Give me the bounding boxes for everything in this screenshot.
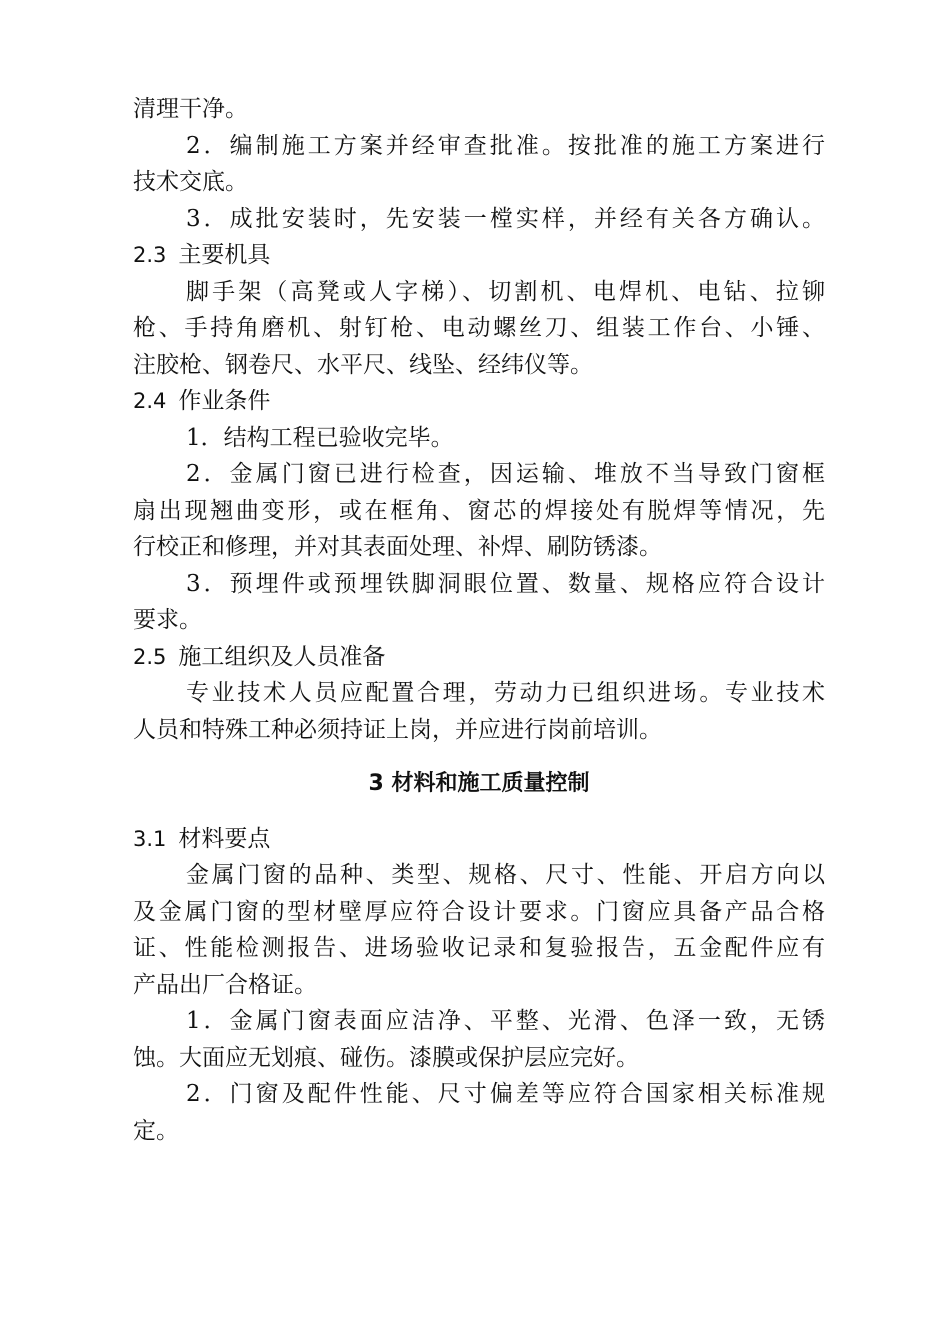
text-line: 蚀。大面应无划痕、碰伤。漆膜或保护层应完好。 (133, 1044, 639, 1071)
section-title-3: 3 材料和施工质量控制 (368, 771, 590, 796)
text-line: 枪、手持角磨机、射钉枪、电动螺丝刀、组装工作台、小锤、 (133, 315, 825, 341)
text-line: 专业技术人员应配置合理，劳动力已组织进场。专业技术 (186, 680, 825, 706)
subsection-heading-2-3 (133, 237, 825, 274)
text-line: 证、性能检测报告、进场验收记录和复验报告，五金配件应有 (133, 935, 825, 961)
text-line: 及金属门窗的型材壁厚应符合设计要求。门窗应具备产品合格 (133, 898, 825, 925)
document-page (133, 91, 825, 1149)
heading-number: 3.1 (133, 826, 167, 851)
text-line: 1．结构工程已验收完毕。 (186, 424, 454, 451)
text-line: 3．预埋件或预埋铁脚洞眼位置、数量、规格应符合设计 (186, 570, 825, 597)
text-line: 清理干净。 (133, 96, 248, 122)
text-line: 2．金属门窗已进行检查，因运输、堆放不当导致门窗框 (186, 461, 825, 487)
heading-number: 2.5 (133, 644, 167, 669)
text-line: 3．成批安装时，先安装一樘实样，并经有关各方确认。 (186, 205, 825, 232)
text-line: 人员和特殊工种必须持证上岗，并应进行岗前培训。 (133, 716, 662, 743)
text-line: 行校正和修理，并对其表面处理、补焊、刷防锈漆。 (133, 534, 662, 560)
text-line: 脚手架（高凳或人字梯）、切割机、电焊机、电钻、拉铆 (186, 278, 825, 305)
heading-number: 2.3 (133, 243, 167, 267)
subsection-heading-2-5 (133, 639, 825, 676)
text-line: 金属门窗的品种、类型、规格、尺寸、性能、开启方向以 (186, 862, 825, 888)
text-line: 扇出现翘曲变形，或在框角、窗芯的焊接处有脱焊等情况，先 (133, 497, 825, 524)
text-line: 2．编制施工方案并经审查批准。按批准的施工方案进行 (186, 132, 825, 159)
heading-text: 施工组织及人员准备 (178, 643, 386, 670)
text-line: 注胶枪、钢卷尺、水平尺、线坠、经纬仪等。 (133, 351, 593, 378)
subsection-heading-3-1 (133, 821, 825, 858)
text-line: 产品出厂合格证。 (133, 971, 317, 998)
heading-number: 2.4 (133, 389, 167, 413)
text-line: 定。 (133, 1117, 179, 1144)
heading-text: 材料要点 (178, 825, 271, 852)
subsection-heading-2-4 (133, 383, 825, 420)
heading-text: 主要机具 (178, 242, 271, 268)
spacer (133, 803, 825, 821)
text-line: 2．门窗及配件性能、尺寸偏差等应符合国家相关标准规 (186, 1081, 825, 1107)
text-line: 要求。 (133, 607, 202, 633)
text-line: 1．金属门窗表面应洁净、平整、光滑、色泽一致，无锈 (186, 1008, 825, 1034)
heading-text: 作业条件 (178, 388, 271, 414)
spacer (133, 748, 825, 766)
text-line: 技术交底。 (133, 169, 248, 195)
